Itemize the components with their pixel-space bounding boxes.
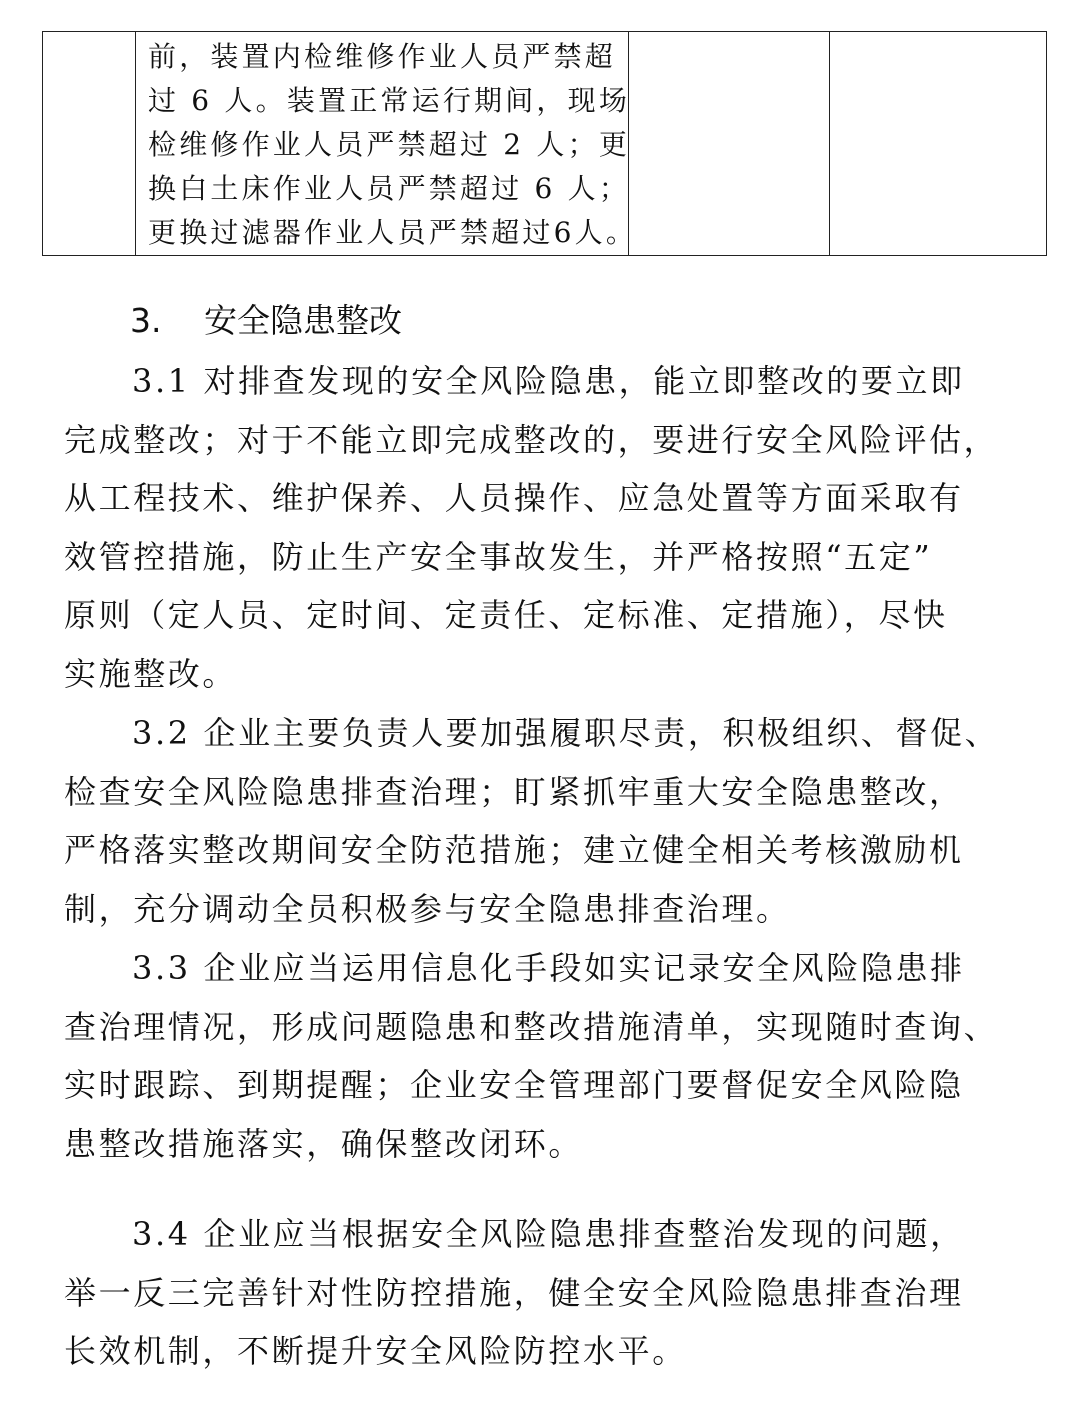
paragraph-line: 查治理情况，形成问题隐患和整改措施清单，实现随时查询、 bbox=[64, 1007, 999, 1046]
table-cell-index bbox=[43, 32, 136, 256]
paragraph-line: 完成整改；对于不能立即完成整改的，要进行安全风险评估， bbox=[64, 420, 999, 459]
paragraph-line: 3.1 对排查发现的安全风险隐患，能立即整改的要立即 bbox=[132, 362, 965, 400]
table-cell-empty bbox=[830, 32, 1047, 256]
table-cell-line: 换白土床作业人员严禁超过 6 人； bbox=[148, 172, 631, 205]
paragraph-line: 实时跟踪、到期提醒；企业安全管理部门要督促安全风险隐 bbox=[64, 1066, 964, 1104]
section-title: 安全隐患整改 bbox=[204, 301, 402, 340]
table-cell-empty bbox=[629, 32, 830, 256]
table-cell-line: 过 6 人。装置正常运行期间，现场 bbox=[148, 84, 631, 117]
paragraph-line: 制，充分调动全员积极参与安全隐患排查治理。 bbox=[64, 889, 791, 928]
paragraph-line: 从工程技术、维护保养、人员操作、应急处置等方面采取有 bbox=[64, 479, 964, 517]
section-heading bbox=[130, 297, 402, 345]
table-cell-line: 更换过滤器作业人员严禁超过6人。 bbox=[148, 216, 638, 249]
paragraph-3-2 bbox=[64, 704, 1000, 938]
paragraph-line: 3.4 企业应当根据安全风险隐患排查整治发现的问题， bbox=[132, 1215, 965, 1253]
paragraph-line: 检查安全风险隐患排查治理；盯紧抓牢重大安全隐患整改， bbox=[64, 772, 964, 811]
paragraph-line: 实施整改。 bbox=[64, 654, 238, 693]
section-number: 3. bbox=[130, 301, 162, 340]
paragraph-line: 3.2 企业主要负责人要加强履职尽责，积极组织、督促、 bbox=[132, 714, 1000, 752]
requirements-table bbox=[42, 31, 1047, 250]
paragraph-3-3 bbox=[64, 939, 999, 1173]
table-cell-line: 检维修作业人员严禁超过 2 人；更 bbox=[148, 128, 631, 161]
table-row bbox=[43, 32, 1047, 256]
paragraph-line: 3.3 企业应当运用信息化手段如实记录安全风险隐患排 bbox=[132, 949, 965, 987]
table-cell-line: 前，装置内检维修作业人员严禁超 bbox=[148, 40, 617, 73]
paragraph-line: 患整改措施落实，确保整改闭环。 bbox=[64, 1124, 584, 1163]
paragraph-line: 严格落实整改期间安全防范措施；建立健全相关考核激励机 bbox=[64, 831, 964, 869]
paragraph-3-1 bbox=[64, 352, 999, 703]
paragraph-3-4 bbox=[64, 1205, 984, 1381]
paragraph-line: 原则（定人员、定时间、定责任、定标准、定措施），尽快 bbox=[64, 596, 948, 634]
paragraph-line: 长效机制，不断提升安全风险防控水平。 bbox=[64, 1332, 687, 1370]
table-cell-content bbox=[136, 32, 638, 256]
paragraph-line: 举一反三完善针对性防控措施，健全安全风险隐患排查治理 bbox=[64, 1273, 964, 1312]
paragraph-line: 效管控措施，防止生产安全事故发生，并严格按照“五定” bbox=[64, 537, 933, 576]
